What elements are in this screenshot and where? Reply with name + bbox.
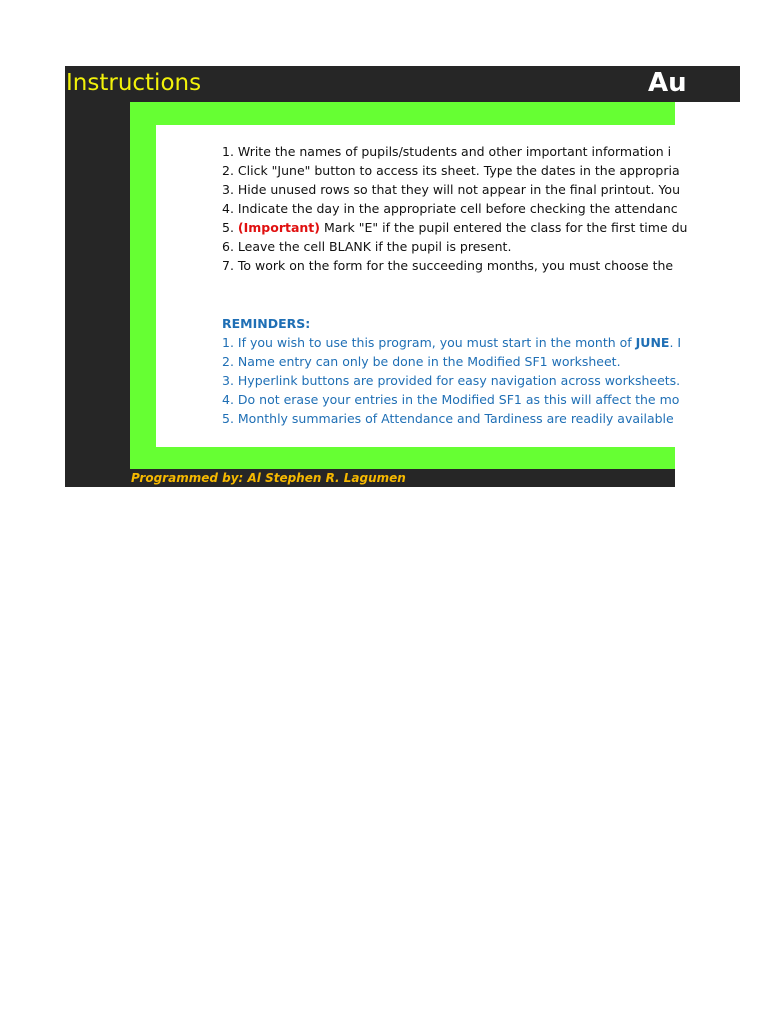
reminder-1-month: JUNE [635, 335, 670, 350]
header-right-title: Au [648, 68, 687, 98]
reminders-heading: REMINDERS: [222, 316, 311, 331]
programmer-credit: Programmed by: Al Stephen R. Lagumen [131, 471, 406, 485]
instruction-item-1: 1. Write the names of pupils/students and other important information i [222, 144, 672, 159]
page-title: Instructions [66, 70, 202, 96]
instruction-item-2: 2. Click "June" button to access its sheet. Type the dates in the appropria [222, 163, 680, 178]
important-label: (Important) [237, 220, 320, 235]
instruction-item-3: 3. Hide unused rows so that they will not appear in the final printout. You [222, 182, 680, 197]
reminder-item-2: 2. Name entry can only be done in the Modified SF1 worksheet. [222, 354, 621, 369]
reminder-1-text: 1. If you wish to use this program, you must start in the month of [222, 335, 636, 350]
instruction-item-4: 4. Indicate the day in the appropriate cell before checking the attendanc [222, 201, 678, 216]
left-dark-column [65, 102, 130, 487]
instructions-panel [156, 125, 688, 447]
reminder-item-3: 3. Hyperlink buttons are provided for easy navigation across worksheets. [222, 373, 681, 388]
instruction-item-6: 6. Leave the cell BLANK if the pupil is present. [222, 239, 512, 254]
reminder-item-4: 4. Do not erase your entries in the Modified SF1 as this will affect the mo [222, 392, 680, 407]
reminder-item-1 [222, 333, 681, 352]
reminder-1-tail: . I [669, 335, 682, 350]
reminder-item-5: 5. Monthly summaries of Attendance and Tardiness are readily available [222, 411, 674, 426]
instruction-5-text: Mark "E" if the pupil entered the class for the first time du [320, 220, 688, 235]
instruction-item-7: 7. To work on the form for the succeeding months, you must choose the [222, 258, 674, 273]
instruction-5-number: 5. [222, 220, 238, 235]
instruction-item-5 [222, 218, 687, 237]
